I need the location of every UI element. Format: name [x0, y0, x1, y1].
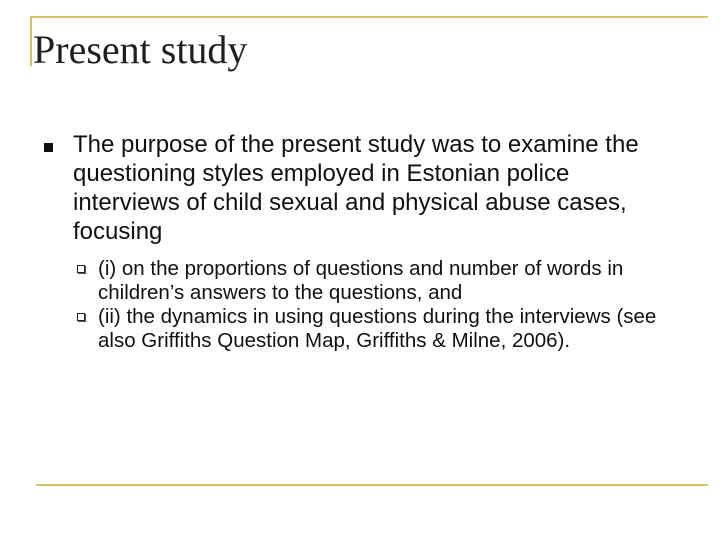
- sub-bullet-item: [73, 257, 680, 305]
- bullet-item: [40, 130, 680, 353]
- bottom-rule: [36, 484, 708, 486]
- top-rule: [30, 16, 708, 18]
- slide-title: Present study: [33, 27, 248, 72]
- sub-bullet-list: [73, 257, 680, 353]
- sub-bullet-text: (i) on the proportions of questions and number of words in children’s answers to the questions, and: [98, 257, 624, 304]
- bullet-list: [40, 130, 680, 353]
- bullet-text: The purpose of the present study was to examine the questioning styles employed in Estonian police interviews of child sexual and physical abuse cases, focusing: [73, 131, 639, 245]
- hollow-square-icon: [77, 313, 85, 321]
- sub-bullet-text: (ii) the dynamics in using questions during the interviews (see also Griffiths Question Map, Griffiths & Milne, 2006).: [98, 305, 657, 352]
- sub-bullet-item: [73, 305, 680, 353]
- filled-square-icon: [44, 143, 53, 152]
- hollow-square-icon: [77, 265, 85, 273]
- left-rule: [30, 16, 32, 66]
